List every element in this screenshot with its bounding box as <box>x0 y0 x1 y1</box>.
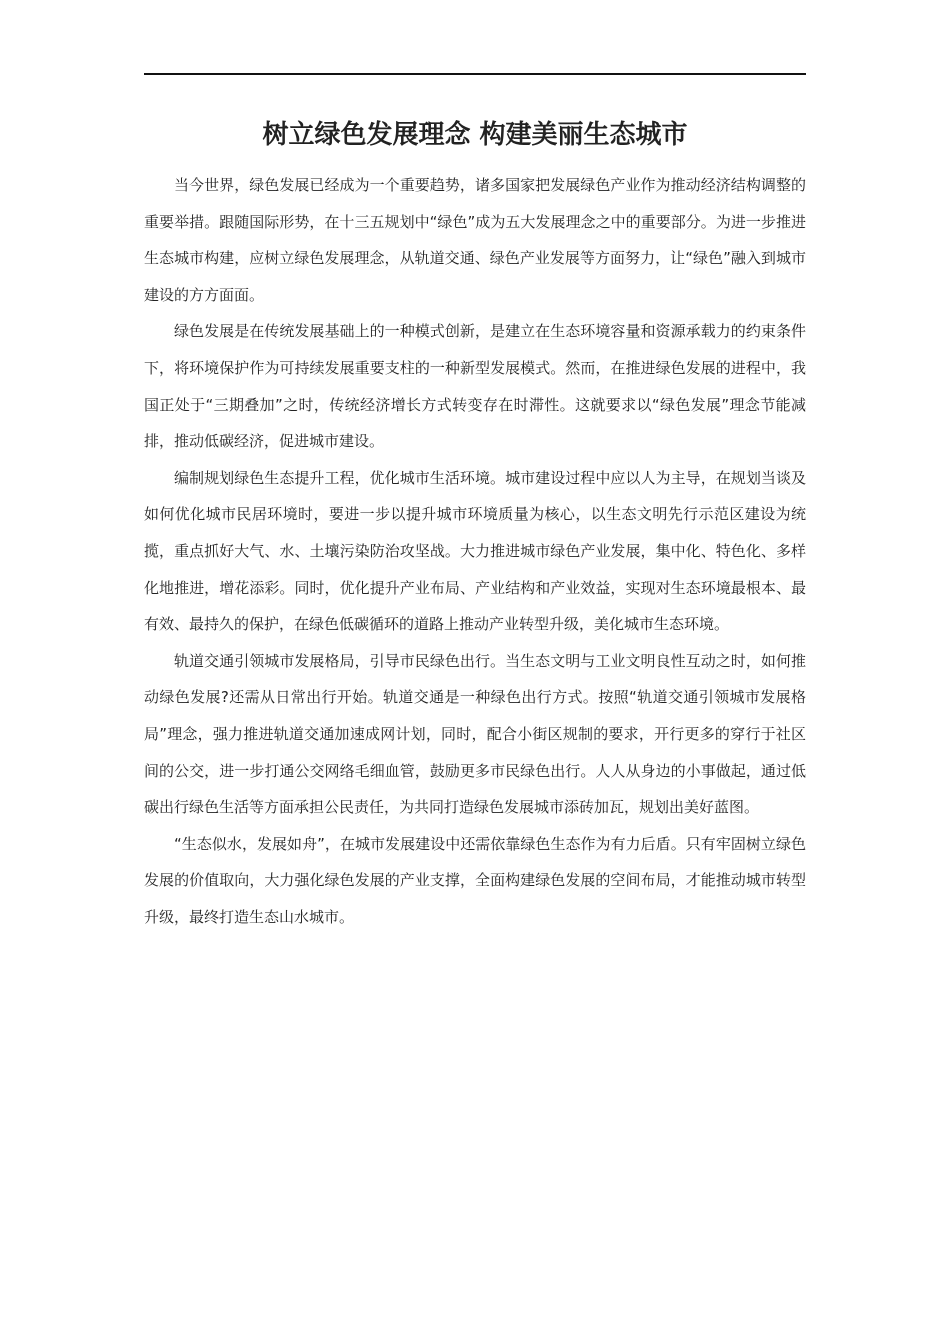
paragraph-2: 绿色发展是在传统发展基础上的一种模式创新，是建立在生态环境容量和资源承载力的约束条件下，将环境保护作为可持续发展重要支柱的一种新型发展模式。然而，在推进绿色发展的进程中，我国正处于“三期叠加”之时，传统经济增长方式转变存在时滞性。这就要求以“绿色发展”理念节能减排，推动低碳经济，促进城市建设。 <box>144 322 806 451</box>
paragraph-1: 当今世界，绿色发展已经成为一个重要趋势，诸多国家把发展绿色产业作为推动经济结构调整的重要举措。跟随国际形势，在十三五规划中“绿色”成为五大发展理念之中的重要部分。为进一步推进生态城市构建，应树立绿色发展理念，从轨道交通、绿色产业发展等方面努力，让“绿色”融入到城市建设的方方面面。 <box>144 176 806 304</box>
header-rule <box>144 73 806 75</box>
document-title: 树立绿色发展理念 构建美丽生态城市 <box>262 120 688 150</box>
paragraph-5: “生态似水，发展如舟”，在城市发展建设中还需依靠绿色生态作为有力后盾。只有牢固树立绿色发展的价值取向，大力强化绿色发展的产业支撑，全面构建绿色发展的空间布局，才能推动城市转型升级，最终打造生态山水城市。 <box>144 834 806 926</box>
paragraph-3: 编制规划绿色生态提升工程，优化城市生活环境。城市建设过程中应以人为主导，在规划当谈及如何优化城市民居环境时，要进一步以提升城市环境质量为核心，以生态文明先行示范区建设为统揽，重点抓好大气、水、土壤污染防治攻坚战。大力推进城市绿色产业发展，集中化、特色化、多样化地推进，增花添彩。同时，优化提升产业布局、产业结构和产业效益，实现对生态环境最根本、最有效、最持久的保护，在绿色低碳循环的道路上推动产业转型升级，美化城市生态环境。 <box>144 468 806 634</box>
paragraph-4: 轨道交通引领城市发展格局，引导市民绿色出行。当生态文明与工业文明良性互动之时，如何推动绿色发展?还需从日常出行开始。轨道交通是一种绿色出行方式。按照“轨道交通引领城市发展格局”理念，强力推进轨道交通加速成网计划，同时，配合小街区规制的要求，开行更多的穿行于社区间的公交，进一步打通公交网络毛细血管，鼓励更多市民绿色出行。人人从身边的小事做起，通过低碳出行绿色生活等方面承担公民责任，为共同打造绿色发展城市添砖加瓦，规划出美好蓝图。 <box>144 651 806 817</box>
document-body <box>144 167 806 935</box>
